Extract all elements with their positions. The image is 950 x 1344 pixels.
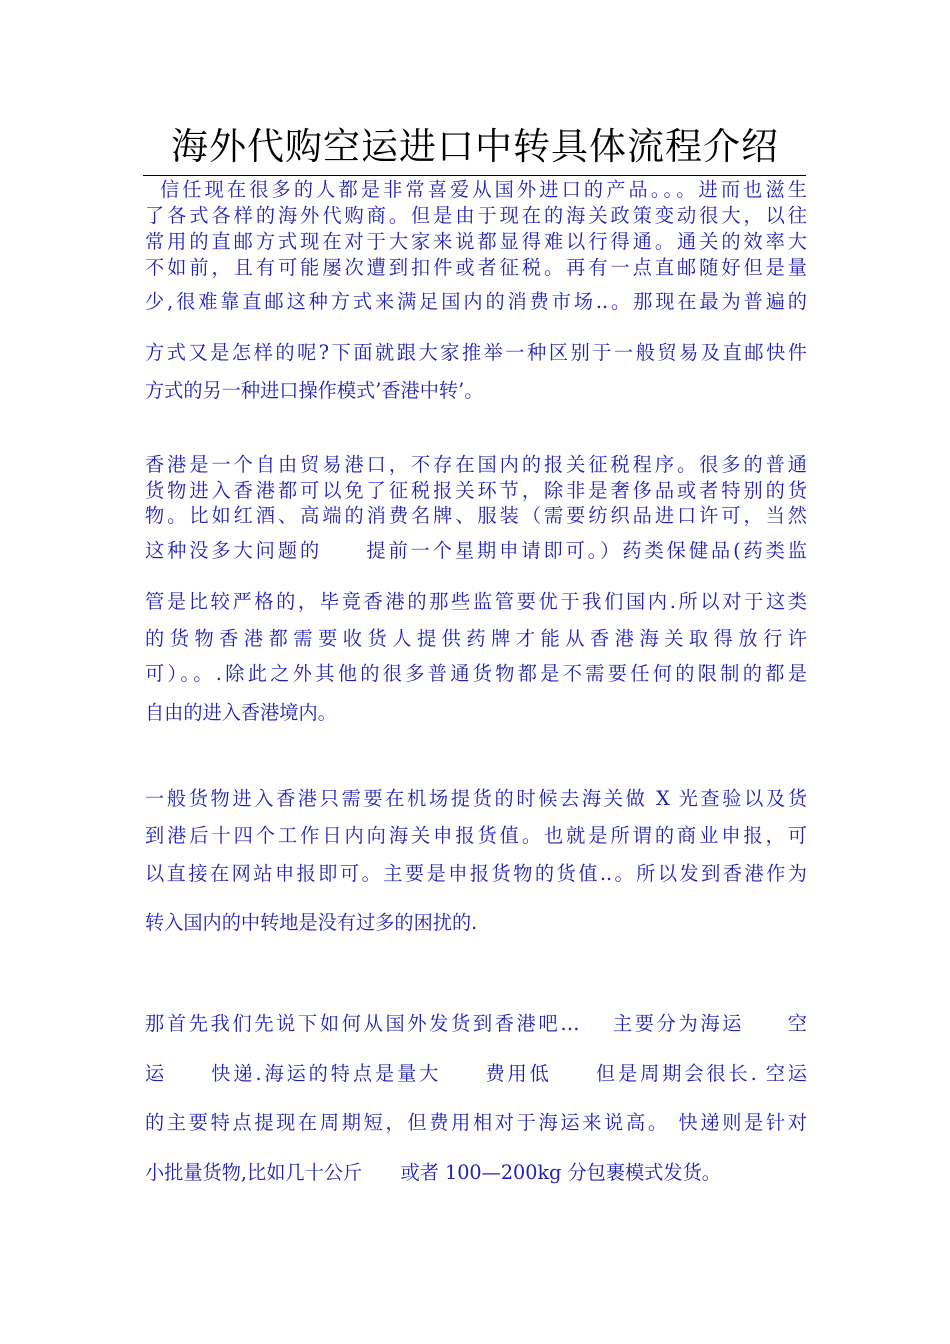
paragraph-1-line-4: 不如前，且有可能屡次遭到扣件或者征税。再有一点直邮随好但是量 bbox=[145, 256, 807, 279]
paragraph-3-line-4: 转入国内的中转地是没有过多的困扰的. bbox=[145, 911, 478, 934]
paragraph-3-line-3: 以直接在网站申报即可。主要是申报货物的货值..。所以发到香港作为 bbox=[145, 862, 807, 885]
paragraph-2-line-8: 自由的进入香港境内。 bbox=[145, 701, 337, 724]
paragraph-3-line-1: 一般货物进入香港只需要在机场提货的时候去海关做 X 光查验以及货 bbox=[145, 787, 807, 810]
paragraph-1-line-2: 了各式各样的海外代购商。但是由于现在的海关政策变动很大，以往 bbox=[145, 204, 807, 227]
paragraph-1-line-1: 信任现在很多的人都是非常喜爱从国外进口的产品。。。进而也滋生 bbox=[160, 178, 807, 201]
paragraph-1-line-6: 方式又是怎样的呢?下面就跟大家推举一种区别于一般贸易及直邮快件 bbox=[145, 341, 807, 364]
paragraph-3-line-2: 到港后十四个工作日内向海关申报货值。也就是所谓的商业申报，可 bbox=[145, 824, 807, 847]
paragraph-4-line-4: 小批量货物,比如几十公斤 或者 100—200kg 分包裹模式发货。 bbox=[145, 1161, 721, 1184]
paragraph-1-line-7: 方式的另一种进口操作模式’香港中转’。 bbox=[145, 379, 484, 402]
paragraph-1-line-3: 常用的直邮方式现在对于大家来说都显得难以行得通。通关的效率大 bbox=[145, 230, 807, 253]
paragraph-2-line-6: 的货物香港都需要收货人提供药牌才能从香港海关取得放行许 bbox=[145, 627, 807, 650]
paragraph-2-line-3: 物。比如红酒、高端的消费名牌、服装（需要纺织品进口许可，当然 bbox=[145, 504, 807, 527]
paragraph-2-line-4: 这种没多大问题的 提前一个星期申请即可。）药类保健品(药类监 bbox=[145, 539, 807, 562]
paragraph-2-line-1: 香港是一个自由贸易港口，不存在国内的报关征税程序。很多的普通 bbox=[145, 453, 807, 476]
paragraph-1-line-5: 少,很难靠直邮这种方式来满足国内的消费市场..。那现在最为普遍的 bbox=[145, 290, 807, 313]
title-underline bbox=[143, 175, 806, 176]
paragraph-4-line-3: 的主要特点提现在周期短，但费用相对于海运来说高。 快递则是针对 bbox=[145, 1111, 807, 1134]
paragraph-4-line-1: 那首先我们先说下如何从国外发货到香港吧… 主要分为海运 空 bbox=[145, 1012, 807, 1035]
paragraph-4-line-2: 运 快递.海运的特点是量大 费用低 但是周期会很长. 空运 bbox=[145, 1062, 807, 1085]
document-title: 海外代购空运进口中转具体流程介绍 bbox=[171, 125, 779, 168]
paragraph-2-line-5: 管是比较严格的，毕竟香港的那些监管要优于我们国内.所以对于这类 bbox=[145, 590, 807, 613]
paragraph-2-line-7: 可）。。.除此之外其他的很多普通货物都是不需要任何的限制的都是 bbox=[145, 662, 807, 685]
paragraph-2-line-2: 货物进入香港都可以免了征税报关环节，除非是奢侈品或者特别的货 bbox=[145, 479, 807, 502]
